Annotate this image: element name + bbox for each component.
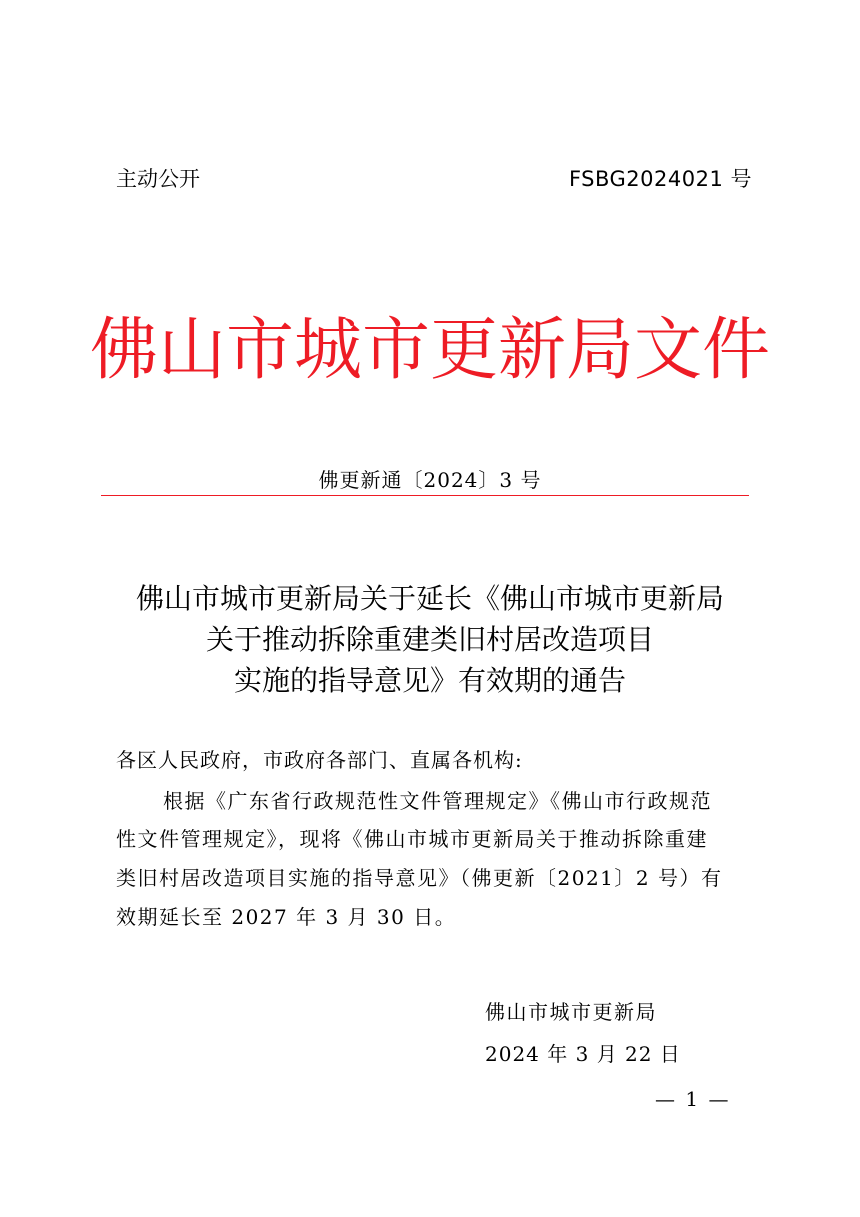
body-line: 根据《广东省行政规范性文件管理规定》《佛山市行政规范 bbox=[163, 789, 712, 813]
document-code: FSBG2024021 号 bbox=[568, 167, 752, 191]
title-line: 实施的指导意见》有效期的通告 bbox=[233, 664, 626, 697]
signature-issuer: 佛山市城市更新局 bbox=[485, 1000, 657, 1024]
page-number: — 1 — bbox=[655, 1087, 731, 1111]
document-number: 佛更新通〔2024〕3 号 bbox=[318, 468, 542, 492]
title-line: 关于推动拆除重建类旧村居改造项目 bbox=[205, 623, 654, 656]
signature-date: 2024 年 3 月 22 日 bbox=[485, 1042, 681, 1066]
salutation: 各区人民政府，市政府各部门、直属各机构: bbox=[116, 748, 523, 772]
body-line: 类旧村居改造项目实施的指导意见》（佛更新〔2021〕2 号）有 bbox=[116, 866, 723, 890]
issuing-agency-header: 佛山市城市更新局文件 bbox=[89, 311, 770, 390]
red-separator-line bbox=[101, 495, 749, 496]
document-title bbox=[0, 578, 860, 701]
disclosure-label: 主动公开 bbox=[116, 167, 200, 191]
body-line: 性文件管理规定》，现将《佛山市城市更新局关于推动拆除重建 bbox=[116, 827, 708, 851]
body-line: 效期延长至 2027 年 3 月 30 日。 bbox=[116, 905, 457, 929]
title-line: 佛山市城市更新局关于延长《佛山市城市更新局 bbox=[135, 582, 724, 615]
